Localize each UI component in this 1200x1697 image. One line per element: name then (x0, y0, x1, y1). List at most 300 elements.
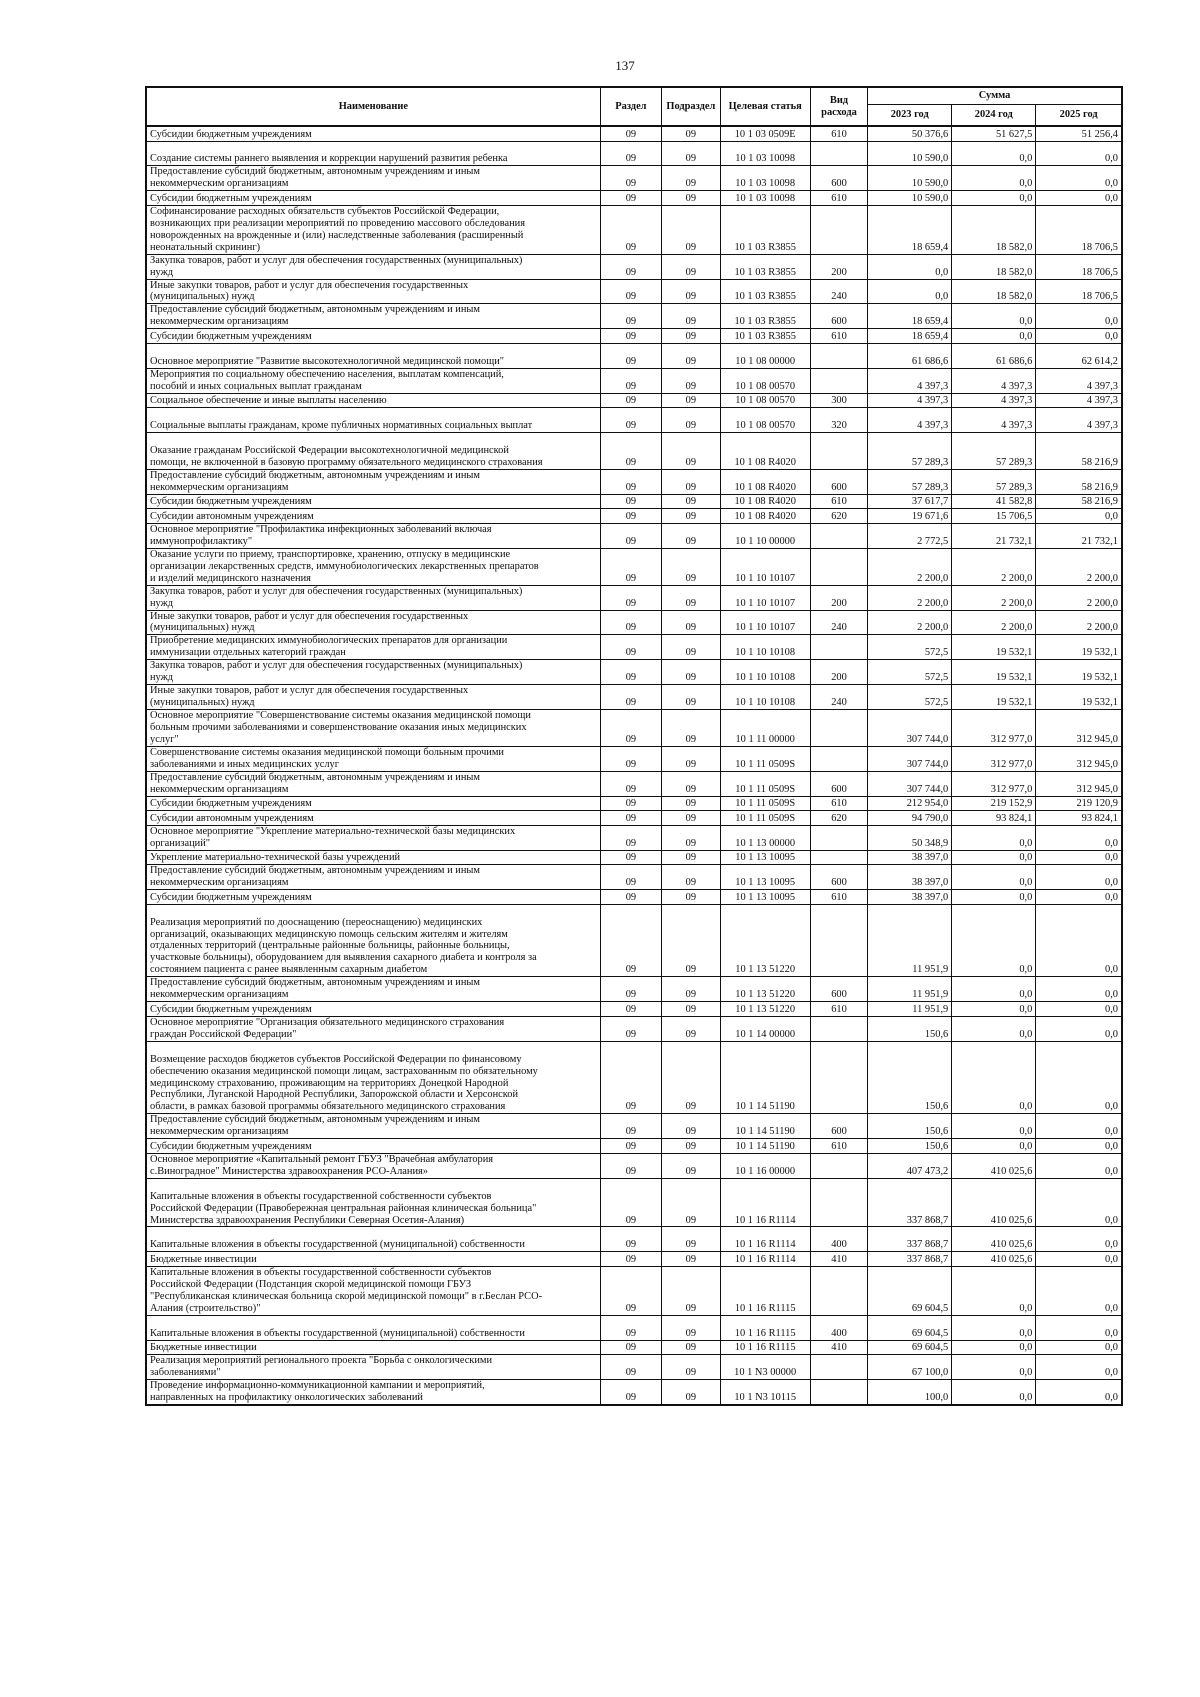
row-target: 10 1 14 51190 (720, 1139, 810, 1154)
row-target: 10 1 16 R1114 (720, 1252, 810, 1267)
row-name: Иные закупки товаров, работ и услуг для обеспечения государственных (муниципальных) нужд (146, 685, 600, 710)
row-expense-type: 600 (810, 865, 867, 890)
row-section: 09 (600, 890, 662, 905)
row-target: 10 1 03 10098 (720, 191, 810, 206)
table-row (146, 469, 1122, 494)
row-sum-2025: 0,0 (1036, 850, 1122, 865)
row-sum-2024: 2 200,0 (952, 585, 1036, 610)
header-expense-type: Вид расхода (810, 87, 867, 126)
row-sum-2025: 0,0 (1036, 890, 1122, 905)
row-target: 10 1 08 R4020 (720, 509, 810, 524)
row-section: 09 (600, 254, 662, 279)
row-subsection: 09 (662, 660, 720, 685)
row-section: 09 (600, 1355, 662, 1380)
row-target: 10 1 16 00000 (720, 1153, 810, 1178)
table-row (146, 825, 1122, 850)
row-sum-2024: 0,0 (952, 1139, 1036, 1154)
table-row (146, 509, 1122, 524)
row-section: 09 (600, 1016, 662, 1041)
table-row (146, 191, 1122, 206)
row-expense-type: 610 (810, 494, 867, 509)
row-sum-2023: 4 397,3 (868, 408, 952, 433)
row-subsection: 09 (662, 126, 720, 141)
row-target: 10 1 03 R3855 (720, 254, 810, 279)
row-section: 09 (600, 796, 662, 811)
row-sum-2024: 410 025,6 (952, 1178, 1036, 1227)
row-expense-type (810, 343, 867, 368)
row-subsection: 09 (662, 1041, 720, 1114)
row-sum-2024: 0,0 (952, 850, 1036, 865)
row-expense-type: 200 (810, 585, 867, 610)
row-target: 10 1 03 10098 (720, 141, 810, 166)
row-name: Иные закупки товаров, работ и услуг для обеспечения государственных (муниципальных) нужд (146, 610, 600, 635)
row-target: 10 1 11 0509S (720, 746, 810, 771)
row-subsection: 09 (662, 191, 720, 206)
row-expense-type: 600 (810, 1114, 867, 1139)
row-subsection: 09 (662, 1016, 720, 1041)
table-row (146, 796, 1122, 811)
budget-table-container (145, 86, 1123, 1406)
row-expense-type (810, 746, 867, 771)
row-subsection: 09 (662, 1315, 720, 1340)
row-sum-2023: 307 744,0 (868, 746, 952, 771)
row-section: 09 (600, 660, 662, 685)
row-sum-2023: 11 951,9 (868, 904, 952, 977)
row-sum-2023: 57 289,3 (868, 433, 952, 470)
row-name: Основное мероприятие "Укрепление материально-технической базы медицинских организаций" (146, 825, 600, 850)
row-target: 10 1 14 51190 (720, 1041, 810, 1114)
table-row (146, 977, 1122, 1002)
row-name: Реализация мероприятий регионального проекта "Борьба с онкологическими заболеваниями" (146, 1355, 600, 1380)
row-sum-2025: 19 532,1 (1036, 660, 1122, 685)
row-sum-2024: 0,0 (952, 1380, 1036, 1405)
row-target: 10 1 16 R1114 (720, 1178, 810, 1227)
row-expense-type: 610 (810, 329, 867, 344)
row-section: 09 (600, 304, 662, 329)
row-sum-2025: 0,0 (1036, 1227, 1122, 1252)
row-expense-type: 610 (810, 191, 867, 206)
row-sum-2023: 10 590,0 (868, 166, 952, 191)
row-subsection: 09 (662, 635, 720, 660)
row-section: 09 (600, 141, 662, 166)
row-target: 10 1 10 10108 (720, 660, 810, 685)
row-section: 09 (600, 329, 662, 344)
row-section: 09 (600, 685, 662, 710)
row-name: Капитальные вложения в объекты государственной собственности субъектов Российской Федерации (Подстанция скорой медицинской помощи ГБУЗ "Республиканская клиническая больница скорой медицинской помощи" в г.Беслан РСО- Алания (строительство)" (146, 1266, 600, 1315)
row-sum-2024: 21 732,1 (952, 523, 1036, 548)
row-sum-2023: 11 951,9 (868, 977, 952, 1002)
row-sum-2023: 37 617,7 (868, 494, 952, 509)
row-name: Субсидии автономным учреждениям (146, 811, 600, 826)
row-sum-2023: 18 659,4 (868, 329, 952, 344)
row-sum-2024: 18 582,0 (952, 279, 1036, 304)
row-subsection: 09 (662, 1002, 720, 1017)
row-sum-2025: 0,0 (1036, 1252, 1122, 1267)
table-row (146, 904, 1122, 977)
row-sum-2023: 150,6 (868, 1016, 952, 1041)
row-target: 10 1 N3 00000 (720, 1355, 810, 1380)
row-subsection: 09 (662, 1227, 720, 1252)
row-name: Субсидии бюджетным учреждениям (146, 796, 600, 811)
row-target: 10 1 11 0509S (720, 811, 810, 826)
row-sum-2024: 15 706,5 (952, 509, 1036, 524)
row-sum-2024: 0,0 (952, 890, 1036, 905)
row-section: 09 (600, 191, 662, 206)
row-subsection: 09 (662, 1252, 720, 1267)
row-name: Мероприятия по социальному обеспечению населения, выплатам компенсаций, пособий и иных социальных выплат гражданам (146, 368, 600, 393)
row-sum-2025: 0,0 (1036, 1114, 1122, 1139)
table-row (146, 279, 1122, 304)
table-row (146, 166, 1122, 191)
row-expense-type: 600 (810, 977, 867, 1002)
row-expense-type (810, 433, 867, 470)
row-sum-2023: 69 604,5 (868, 1340, 952, 1355)
table-row (146, 635, 1122, 660)
row-target: 10 1 13 51220 (720, 904, 810, 977)
row-sum-2023: 212 954,0 (868, 796, 952, 811)
row-target: 10 1 16 R1114 (720, 1227, 810, 1252)
row-subsection: 09 (662, 494, 720, 509)
row-target: 10 1 N3 10115 (720, 1380, 810, 1405)
row-name: Иные закупки товаров, работ и услуг для обеспечения государственных (муниципальных) нужд (146, 279, 600, 304)
row-sum-2024: 19 532,1 (952, 635, 1036, 660)
row-sum-2025: 0,0 (1036, 329, 1122, 344)
row-sum-2023: 10 590,0 (868, 141, 952, 166)
row-expense-type: 610 (810, 126, 867, 141)
table-row (146, 850, 1122, 865)
table-row (146, 585, 1122, 610)
page-number: 137 (615, 58, 635, 73)
row-sum-2025: 0,0 (1036, 1178, 1122, 1227)
row-sum-2025: 4 397,3 (1036, 408, 1122, 433)
row-sum-2025: 0,0 (1036, 1153, 1122, 1178)
row-section: 09 (600, 509, 662, 524)
row-sum-2024: 312 977,0 (952, 710, 1036, 747)
row-sum-2024: 0,0 (952, 1266, 1036, 1315)
row-expense-type: 610 (810, 890, 867, 905)
row-sum-2024: 0,0 (952, 329, 1036, 344)
row-expense-type: 600 (810, 469, 867, 494)
row-sum-2025: 2 200,0 (1036, 585, 1122, 610)
row-sum-2023: 50 376,6 (868, 126, 952, 141)
table-row (146, 1041, 1122, 1114)
table-row (146, 1227, 1122, 1252)
row-subsection: 09 (662, 1355, 720, 1380)
row-expense-type: 320 (810, 408, 867, 433)
row-name: Капитальные вложения в объекты государственной собственности субъектов Российской Федерации (Правобережная центральная районная клиническая больница" Министерства здравоохранения Республики Северная Осетия-Алания) (146, 1178, 600, 1227)
row-sum-2025: 0,0 (1036, 1355, 1122, 1380)
row-sum-2025: 0,0 (1036, 1266, 1122, 1315)
table-row (146, 1114, 1122, 1139)
row-sum-2025: 58 216,9 (1036, 433, 1122, 470)
row-sum-2023: 50 348,9 (868, 825, 952, 850)
row-subsection: 09 (662, 610, 720, 635)
row-target: 10 1 10 10108 (720, 685, 810, 710)
row-expense-type: 240 (810, 610, 867, 635)
table-body (146, 126, 1122, 1405)
header-subsection: Подраздел (662, 87, 720, 126)
row-subsection: 09 (662, 1153, 720, 1178)
row-section: 09 (600, 710, 662, 747)
row-name: Субсидии бюджетным учреждениям (146, 890, 600, 905)
row-name: Реализация мероприятий по дооснащению (переоснащению) медицинских организаций, оказывающих медицинскую помощь сельским жителям и жителям отдаленных территорий (центральные районные больницы, районные больницы, участковые больницы), оборудованием для выявления сахарного диабета и контроля за состоянием пациента с ранее выявленным сахарным диабетом (146, 904, 600, 977)
row-sum-2024: 312 977,0 (952, 771, 1036, 796)
row-sum-2024: 312 977,0 (952, 746, 1036, 771)
table-row (146, 433, 1122, 470)
row-expense-type (810, 710, 867, 747)
row-name: Предоставление субсидий бюджетным, автономным учреждениям и иным некоммерческим организациям (146, 771, 600, 796)
row-name: Приобретение медицинских иммунобиологических препаратов для организации иммунизации отдельных категорий граждан (146, 635, 600, 660)
table-row (146, 1355, 1122, 1380)
row-sum-2023: 337 868,7 (868, 1227, 952, 1252)
row-name: Совершенствование системы оказания медицинской помощи больным прочими заболеваниями и иных медицинских услуг (146, 746, 600, 771)
row-name: Оказание услуги по приему, транспортировке, хранению, отпуску в медицинские организации лекарственных средств, иммунобиологических лекарственных препаратов и изделий медицинского назначения (146, 548, 600, 585)
row-sum-2024: 61 686,6 (952, 343, 1036, 368)
row-section: 09 (600, 393, 662, 408)
row-sum-2025: 18 706,5 (1036, 205, 1122, 254)
row-section: 09 (600, 746, 662, 771)
row-section: 09 (600, 1178, 662, 1227)
row-name: Социальное обеспечение и иные выплаты населению (146, 393, 600, 408)
row-section: 09 (600, 469, 662, 494)
row-section: 09 (600, 904, 662, 977)
row-expense-type: 600 (810, 166, 867, 191)
row-subsection: 09 (662, 811, 720, 826)
row-target: 10 1 08 R4020 (720, 433, 810, 470)
row-expense-type: 610 (810, 1139, 867, 1154)
row-name: Субсидии бюджетным учреждениям (146, 191, 600, 206)
row-expense-type: 620 (810, 509, 867, 524)
row-name: Предоставление субсидий бюджетным, автономным учреждениям и иным некоммерческим организациям (146, 469, 600, 494)
row-expense-type: 300 (810, 393, 867, 408)
row-subsection: 09 (662, 796, 720, 811)
row-section: 09 (600, 1041, 662, 1114)
row-sum-2025: 0,0 (1036, 865, 1122, 890)
table-row (146, 1266, 1122, 1315)
row-subsection: 09 (662, 548, 720, 585)
header-2023: 2023 год (868, 105, 952, 127)
row-sum-2024: 19 532,1 (952, 660, 1036, 685)
table-row (146, 126, 1122, 141)
row-subsection: 09 (662, 343, 720, 368)
row-sum-2023: 18 659,4 (868, 205, 952, 254)
row-subsection: 09 (662, 850, 720, 865)
row-sum-2023: 0,0 (868, 279, 952, 304)
row-section: 09 (600, 548, 662, 585)
row-target: 10 1 08 R4020 (720, 494, 810, 509)
header-section: Раздел (600, 87, 662, 126)
row-section: 09 (600, 166, 662, 191)
row-sum-2025: 219 120,9 (1036, 796, 1122, 811)
row-name: Основное мероприятие «Капитальный ремонт ГБУЗ "Врачебная амбулатория с.Виноградное" Министерства здравоохранения РСО-Алания» (146, 1153, 600, 1178)
row-name: Основное мероприятие "Совершенствование системы оказания медицинской помощи больным прочими заболеваниями и совершенствование оказания иных медицинских услуг" (146, 710, 600, 747)
row-target: 10 1 08 00570 (720, 368, 810, 393)
row-sum-2023: 61 686,6 (868, 343, 952, 368)
row-sum-2023: 337 868,7 (868, 1252, 952, 1267)
row-sum-2024: 4 397,3 (952, 368, 1036, 393)
row-name: Укрепление материально-технической базы учреждений (146, 850, 600, 865)
row-sum-2024: 0,0 (952, 904, 1036, 977)
row-sum-2025: 0,0 (1036, 509, 1122, 524)
row-expense-type: 610 (810, 796, 867, 811)
row-expense-type (810, 141, 867, 166)
row-target: 10 1 03 R3855 (720, 329, 810, 344)
row-sum-2024: 4 397,3 (952, 393, 1036, 408)
row-expense-type (810, 1380, 867, 1405)
table-row (146, 660, 1122, 685)
row-name: Оказание гражданам Российской Федерации высокотехнологичной медицинской помощи, не включенной в базовую программу обязательного медицинского страхования (146, 433, 600, 470)
table-header (146, 87, 1122, 126)
row-sum-2025: 2 200,0 (1036, 610, 1122, 635)
row-target: 10 1 10 00000 (720, 523, 810, 548)
row-expense-type (810, 904, 867, 977)
row-expense-type (810, 635, 867, 660)
row-sum-2025: 18 706,5 (1036, 279, 1122, 304)
row-sum-2024: 0,0 (952, 191, 1036, 206)
row-sum-2024: 57 289,3 (952, 469, 1036, 494)
row-sum-2023: 2 772,5 (868, 523, 952, 548)
row-sum-2023: 572,5 (868, 635, 952, 660)
row-target: 10 1 03 R3855 (720, 279, 810, 304)
row-name: Социальные выплаты гражданам, кроме публичных нормативных социальных выплат (146, 408, 600, 433)
table-row (146, 771, 1122, 796)
row-subsection: 09 (662, 710, 720, 747)
row-sum-2025: 0,0 (1036, 304, 1122, 329)
row-section: 09 (600, 494, 662, 509)
row-subsection: 09 (662, 890, 720, 905)
row-expense-type: 200 (810, 660, 867, 685)
row-name: Основное мероприятие "Развитие высокотехнологичной медицинской помощи" (146, 343, 600, 368)
row-sum-2023: 407 473,2 (868, 1153, 952, 1178)
row-sum-2023: 2 200,0 (868, 585, 952, 610)
header-2024: 2024 год (952, 105, 1036, 127)
table-row (146, 1340, 1122, 1355)
table-row (146, 254, 1122, 279)
table-row (146, 329, 1122, 344)
row-section: 09 (600, 825, 662, 850)
row-subsection: 09 (662, 746, 720, 771)
row-target: 10 1 11 00000 (720, 710, 810, 747)
row-sum-2025: 0,0 (1036, 977, 1122, 1002)
row-target: 10 1 13 10095 (720, 890, 810, 905)
row-section: 09 (600, 205, 662, 254)
row-sum-2023: 57 289,3 (868, 469, 952, 494)
row-name: Капитальные вложения в объекты государственной (муниципальной) собственности (146, 1315, 600, 1340)
row-subsection: 09 (662, 408, 720, 433)
row-sum-2024: 0,0 (952, 825, 1036, 850)
row-sum-2025: 0,0 (1036, 1380, 1122, 1405)
row-section: 09 (600, 1252, 662, 1267)
row-target: 10 1 14 00000 (720, 1016, 810, 1041)
row-name: Предоставление субсидий бюджетным, автономным учреждениям и иным некоммерческим организациям (146, 865, 600, 890)
table-row (146, 205, 1122, 254)
row-sum-2025: 93 824,1 (1036, 811, 1122, 826)
row-sum-2023: 38 397,0 (868, 850, 952, 865)
row-subsection: 09 (662, 523, 720, 548)
row-sum-2023: 69 604,5 (868, 1315, 952, 1340)
row-expense-type (810, 1178, 867, 1227)
row-name: Субсидии бюджетным учреждениям (146, 1139, 600, 1154)
row-subsection: 09 (662, 279, 720, 304)
row-sum-2025: 312 945,0 (1036, 771, 1122, 796)
row-expense-type: 620 (810, 811, 867, 826)
row-subsection: 09 (662, 329, 720, 344)
row-expense-type: 600 (810, 771, 867, 796)
row-subsection: 09 (662, 509, 720, 524)
row-sum-2023: 11 951,9 (868, 1002, 952, 1017)
row-sum-2024: 0,0 (952, 1340, 1036, 1355)
table-row (146, 1178, 1122, 1227)
row-name: Субсидии бюджетным учреждениям (146, 126, 600, 141)
row-sum-2024: 0,0 (952, 1041, 1036, 1114)
row-sum-2025: 58 216,9 (1036, 469, 1122, 494)
table-row (146, 1153, 1122, 1178)
row-sum-2025: 4 397,3 (1036, 393, 1122, 408)
row-sum-2025: 0,0 (1036, 1041, 1122, 1114)
row-sum-2024: 2 200,0 (952, 610, 1036, 635)
row-sum-2024: 18 582,0 (952, 205, 1036, 254)
row-subsection: 09 (662, 166, 720, 191)
row-sum-2023: 67 100,0 (868, 1355, 952, 1380)
row-sum-2025: 19 532,1 (1036, 685, 1122, 710)
row-sum-2023: 150,6 (868, 1139, 952, 1154)
row-sum-2024: 0,0 (952, 865, 1036, 890)
row-subsection: 09 (662, 1178, 720, 1227)
row-expense-type (810, 825, 867, 850)
row-sum-2024: 4 397,3 (952, 408, 1036, 433)
row-target: 10 1 03 10098 (720, 166, 810, 191)
row-section: 09 (600, 126, 662, 141)
row-sum-2023: 572,5 (868, 660, 952, 685)
row-name: Бюджетные инвестиции (146, 1340, 600, 1355)
row-section: 09 (600, 408, 662, 433)
row-name: Бюджетные инвестиции (146, 1252, 600, 1267)
row-sum-2024: 410 025,6 (952, 1227, 1036, 1252)
row-sum-2024: 0,0 (952, 166, 1036, 191)
row-sum-2025: 58 216,9 (1036, 494, 1122, 509)
row-expense-type (810, 850, 867, 865)
row-name: Субсидии бюджетным учреждениям (146, 329, 600, 344)
row-name: Возмещение расходов бюджетов субъектов Российской Федерации по финансовому обеспечению оказания медицинской помощи лицам, застрахованным по обязательному медицинскому страхованию, проживающим на территориях Донецкой Народной Республики, Луганской Народной Республики, Запорожской области и Херсонской области, в рамках базовой программы обязательного медицинского страхования (146, 1041, 600, 1114)
row-section: 09 (600, 1315, 662, 1340)
row-target: 10 1 16 R1115 (720, 1340, 810, 1355)
row-sum-2025: 312 945,0 (1036, 746, 1122, 771)
row-sum-2025: 62 614,2 (1036, 343, 1122, 368)
row-subsection: 09 (662, 304, 720, 329)
row-expense-type: 240 (810, 279, 867, 304)
row-sum-2023: 150,6 (868, 1041, 952, 1114)
table-row (146, 1380, 1122, 1405)
row-sum-2023: 100,0 (868, 1380, 952, 1405)
row-sum-2024: 410 025,6 (952, 1252, 1036, 1267)
row-sum-2023: 38 397,0 (868, 865, 952, 890)
row-section: 09 (600, 523, 662, 548)
row-sum-2025: 51 256,4 (1036, 126, 1122, 141)
row-sum-2023: 19 671,6 (868, 509, 952, 524)
row-sum-2023: 307 744,0 (868, 771, 952, 796)
row-target: 10 1 10 10107 (720, 548, 810, 585)
row-section: 09 (600, 771, 662, 796)
row-target: 10 1 13 10095 (720, 850, 810, 865)
row-expense-type: 200 (810, 254, 867, 279)
row-sum-2024: 0,0 (952, 304, 1036, 329)
row-subsection: 09 (662, 368, 720, 393)
table-row (146, 141, 1122, 166)
row-sum-2025: 0,0 (1036, 904, 1122, 977)
table-row (146, 1002, 1122, 1017)
row-name: Субсидии бюджетным учреждениям (146, 494, 600, 509)
row-name: Субсидии бюджетным учреждениям (146, 1002, 600, 1017)
